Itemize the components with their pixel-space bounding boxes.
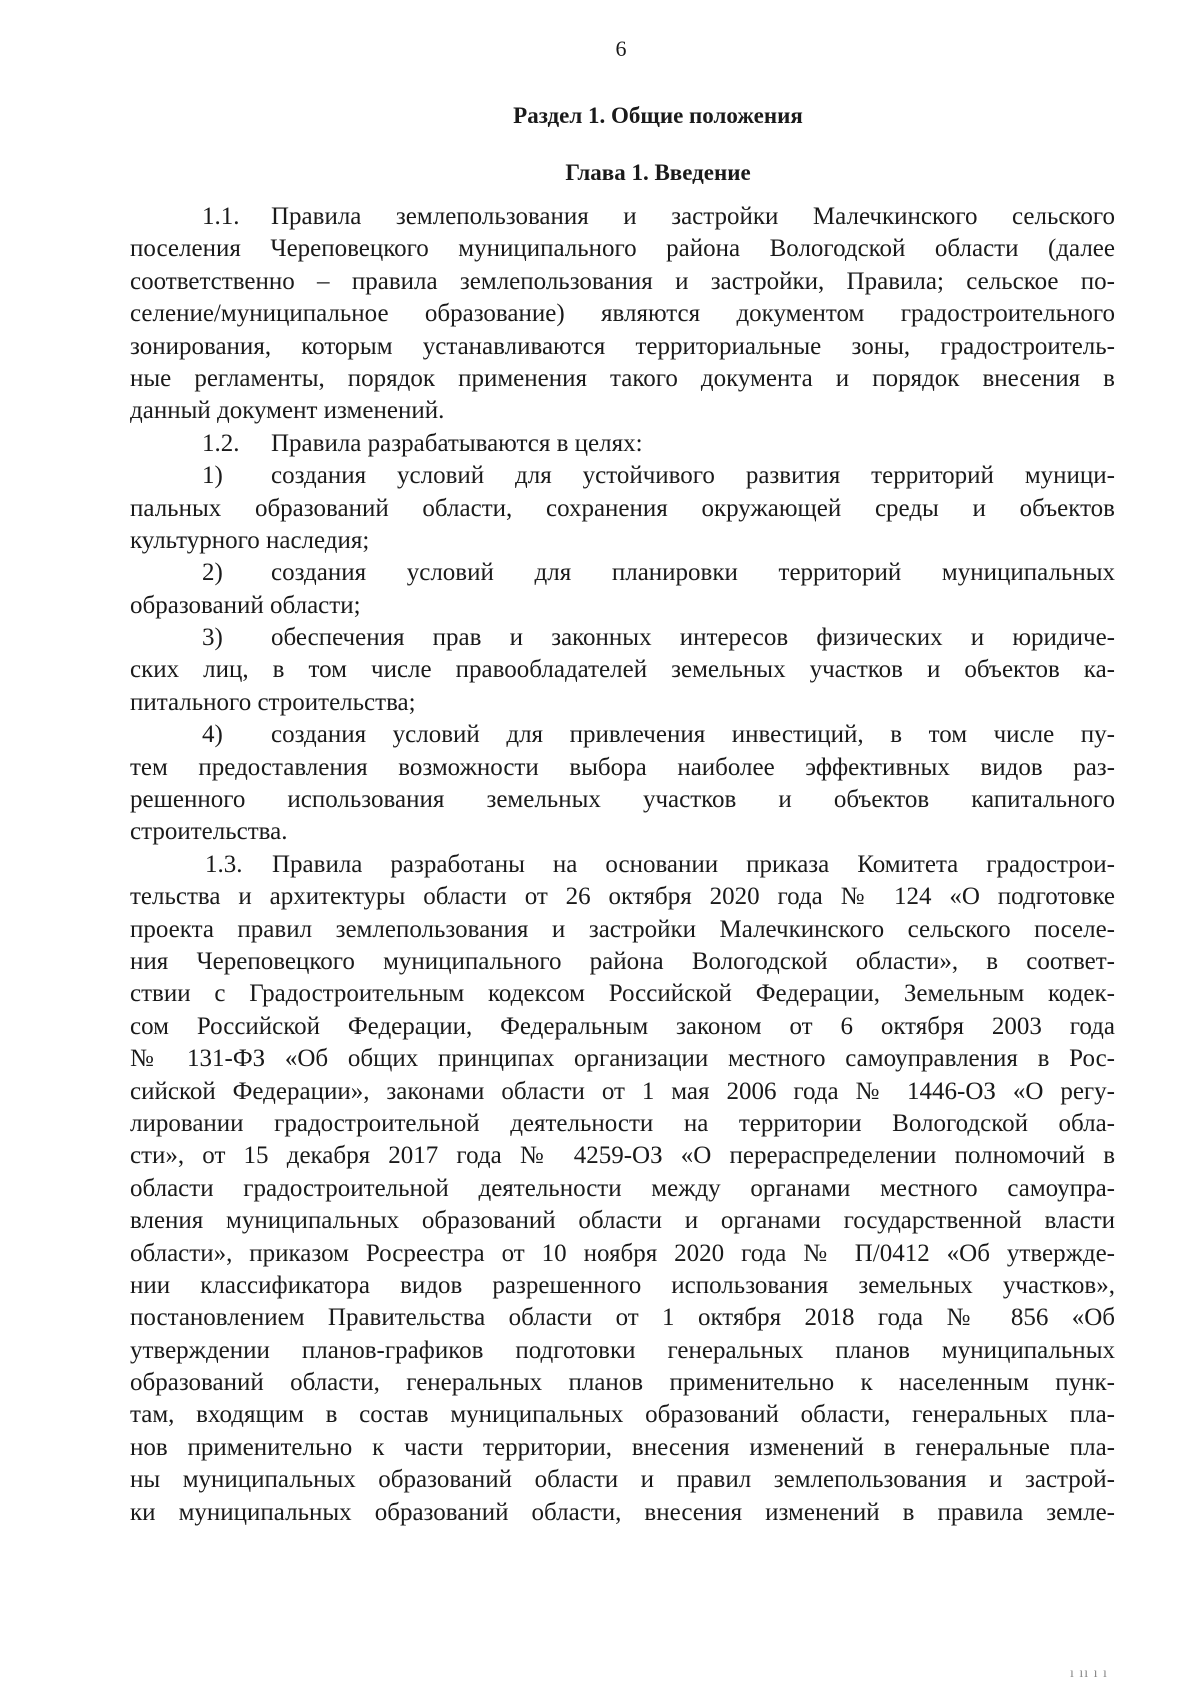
list-item-number: 1) <box>202 462 223 490</box>
text-line: пальных образований области, сохранения окружающей среды и объектов <box>130 494 1115 522</box>
text-line: тем предоставления возможности выбора наиболее эффективных видов раз- <box>130 753 1115 781</box>
paragraph-number: 1.3. <box>205 850 243 878</box>
text-line: постановлением Правительства области от 1 октября 2018 года № 856 «Об <box>130 1304 1115 1332</box>
text-line: данный документ изменений. <box>130 397 445 425</box>
list-item-number: 2) <box>202 559 223 587</box>
text-line: решенного использования земельных участков и объектов капитального <box>130 786 1115 814</box>
page-number: 6 <box>615 36 627 61</box>
text-line: нии классификатора видов разрешенного использования земельных участков», <box>130 1271 1115 1299</box>
text-line: культурного наследия; <box>130 526 370 554</box>
text-line: ки муниципальных образований области, внесения изменений в правила земле- <box>130 1498 1115 1526</box>
text-line: вления муниципальных образований области и органами государственной власти <box>130 1207 1115 1235</box>
text-line: сийской Федерации», законами области от 1 мая 2006 года № 1446-ОЗ «О регу- <box>130 1077 1115 1105</box>
text-line: лировании градостроительной деятельности на территории Вологодской обла- <box>130 1109 1115 1137</box>
section-heading: Раздел 1. Общие положения <box>513 103 803 128</box>
text-line: селение/муниципальное образование) являются документом градостроительного <box>130 300 1115 328</box>
chapter-heading: Глава 1. Введение <box>565 160 751 185</box>
text-line: 1.1. Правила землепользования и застройки Малечкинского сельского <box>130 201 1115 233</box>
text-line: там, входящим в состав муниципальных образований области, генеральных пла- <box>130 1401 1115 1429</box>
text-line: ные регламенты, порядок применения такого документа и порядок внесения в <box>130 364 1115 392</box>
text-line: питального строительства; <box>130 688 416 716</box>
text-line: утверждении планов-графиков подготовки генеральных планов муниципальных <box>130 1336 1115 1364</box>
scan-artifact: ı ıı ı ı <box>1070 1666 1108 1681</box>
text-line: 3) обеспечения прав и законных интересов физических и юридиче- <box>130 622 1115 654</box>
text-line: поселения Череповецкого муниципального района Вологодской области (далее <box>130 235 1115 263</box>
text-line: зонирования, которым устанавливаются территориальные зоны, градостроитель- <box>130 332 1115 360</box>
list-item <box>130 622 1115 719</box>
paragraph-1-3 <box>130 849 1115 1529</box>
text-line: 1.3. Правила разработаны на основании приказа Комитета градострои- <box>130 849 1115 881</box>
text-line: ния Череповецкого муниципального района Вологодской области», в соответ- <box>130 947 1115 975</box>
text-line: ны муниципальных образований области и правил землепользования и застрой- <box>130 1466 1115 1494</box>
document-body <box>130 201 1115 1529</box>
text-line: ских лиц, в том числе правообладателей земельных участков и объектов ка- <box>130 656 1115 684</box>
text-line: 4) создания условий для привлечения инвестиций, в том числе пу- <box>130 719 1115 751</box>
text-line: сом Российской Федерации, Федеральным законом от 6 октября 2003 года <box>130 1012 1115 1040</box>
paragraph-number: 1.1. <box>202 203 240 230</box>
text-line: соответственно – правила землепользования и застройки, Правила; сельское по- <box>130 267 1115 295</box>
text-line: нов применительно к части территории, внесения изменений в генеральные пла- <box>130 1433 1115 1461</box>
text-line: 1.2. Правила разрабатываются в целях: <box>130 428 1115 460</box>
paragraph-number: 1.2. <box>202 429 240 457</box>
text-line: № 131-ФЗ «Об общих принципах организации местного самоуправления в Рос- <box>130 1045 1115 1073</box>
text-line: 1) создания условий для устойчивого развития территорий муници- <box>130 460 1115 492</box>
text-line: проекта правил землепользования и застройки Малечкинского сельского поселе- <box>130 915 1115 943</box>
text-line: области», приказом Росреестра от 10 ноября 2020 года № П/0412 «Об утвержде- <box>130 1239 1115 1267</box>
text-line: тельства и архитектуры области от 26 октября 2020 года № 124 «О подготовке <box>130 883 1115 911</box>
text-line: строительства. <box>130 818 288 846</box>
text-line: образований области, генеральных планов применительно к населенным пунк- <box>130 1369 1115 1397</box>
text-line: 2) создания условий для планировки территорий муниципальных <box>130 557 1115 589</box>
text-line: ствии с Градостроительным кодексом Российской Федерации, Земельным кодек- <box>130 980 1115 1008</box>
list-item-number: 3) <box>202 624 223 652</box>
list-item <box>130 557 1115 622</box>
text-line: образований области; <box>130 591 361 619</box>
text-line: области градостроительной деятельности между органами местного самоупра- <box>130 1174 1115 1202</box>
list-item <box>130 460 1115 557</box>
list-item <box>130 719 1115 849</box>
paragraph-1-1 <box>130 201 1115 428</box>
text-line: сти», от 15 декабря 2017 года № 4259-ОЗ «О перераспределении полномочий в <box>130 1142 1115 1170</box>
goals-list <box>130 460 1115 849</box>
paragraph-1-2 <box>130 428 1115 460</box>
list-item-number: 4) <box>202 721 223 749</box>
